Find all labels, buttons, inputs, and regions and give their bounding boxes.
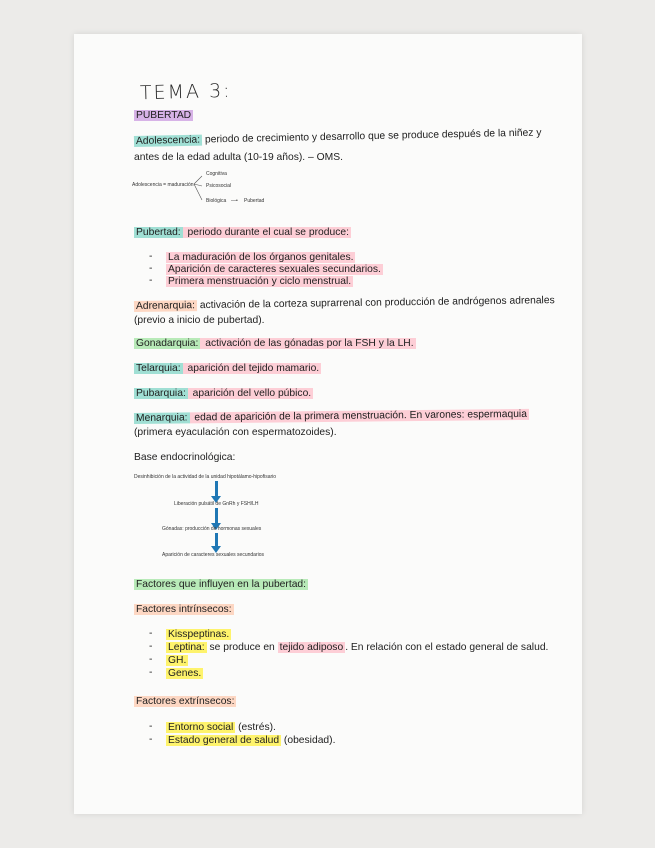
bullet: -: [149, 275, 153, 286]
diagram-sub-pubertad: Pubertad: [244, 198, 265, 204]
intrinseco-item: GH.: [168, 655, 187, 666]
extrinseco-item: Estado general de salud (obesidad).: [168, 735, 336, 746]
bullet: -: [149, 263, 153, 274]
bullet: -: [149, 667, 153, 678]
diagram-branch-psicosocial: Psicosocial: [206, 183, 232, 189]
pubertad-item: La maduración de los órganos genitales.: [168, 252, 354, 263]
adolescencia-line1: Adolescencia: periodo de crecimiento y desarrollo que se produce después de la niñez y: [135, 127, 542, 147]
diagram-branch-biologica: Biológica: [206, 198, 227, 204]
flow-step: Gónadas: producción de hormonas sexuales: [162, 526, 262, 532]
diagram-arrow: —•: [231, 198, 238, 204]
adolescencia-line2: antes de la edad adulta (10-19 años). – OMS.: [134, 152, 343, 163]
flow-arrow: [215, 508, 218, 524]
intrinseco-item: Leptina: se produce en tejido adiposo . En relación con el estado general de salud.: [168, 642, 549, 653]
factores-title: Factores que influyen en la pubertad:: [136, 579, 307, 590]
bullet: -: [149, 734, 153, 745]
adrenarquia-line2: (previo a inicio de pubertad).: [134, 315, 265, 326]
flow-arrow: [215, 533, 218, 547]
bullet: -: [149, 721, 153, 732]
menarquia-line2: (primera eyaculación con espermatozoides).: [134, 427, 337, 438]
handwritten-title: TEMA 3:: [139, 79, 232, 105]
intrinseco-item: Kisspeptinas.: [168, 629, 230, 640]
diagram-branch-cognitiva: Cognitiva: [206, 171, 227, 177]
intrinsecos-title: Factores intrínsecos:: [136, 604, 232, 615]
bullet: -: [149, 628, 153, 639]
pubertad-item: Aparición de caracteres sexuales secundarios.: [168, 264, 381, 275]
pubertad-item: Primera menstruación y ciclo menstrual.: [168, 276, 352, 287]
extrinseco-item: Entorno social (estrés).: [168, 722, 276, 733]
flow-step: Desinhibición de la actividad de la unidad hipotálamo-hipofisario: [134, 474, 277, 480]
adrenarquia-line1: Adrenarquia: activación de la corteza suprarrenal con producción de andrógenos adrenales: [135, 295, 555, 312]
section-title: PUBERTAD: [136, 110, 192, 121]
flow-step: Aparición de caracteres sexuales secundarios: [162, 552, 264, 558]
base-title: Base endocrinológica:: [134, 452, 236, 463]
pubarquia: Pubarquia: aparición del vello púbico.: [136, 388, 312, 399]
bullet: -: [149, 641, 153, 652]
diagram-root: Adolescencia = maduración: [132, 182, 194, 188]
extrinsecos-title: Factores extrínsecos:: [136, 696, 235, 707]
telarquia: Telarquia: aparición del tejido mamario.: [136, 363, 320, 374]
bullet: -: [149, 251, 153, 262]
flow-arrow: [215, 481, 218, 497]
gonadarquia: Gonadarquia: activación de las gónadas por la FSH y la LH.: [136, 338, 414, 349]
menarquia-line1: Menarquia: edad de aparición de la primera menstruación. En varones: espermaquia: [135, 408, 527, 424]
bullet: -: [149, 654, 153, 665]
pubertad-definition: Pubertad: periodo durante el cual se produce:: [136, 227, 349, 238]
intrinseco-item: Genes.: [168, 668, 202, 679]
document-page: [74, 34, 582, 814]
flow-step: Liberación pulsátil de GnRh y FSH/LH: [174, 501, 259, 507]
